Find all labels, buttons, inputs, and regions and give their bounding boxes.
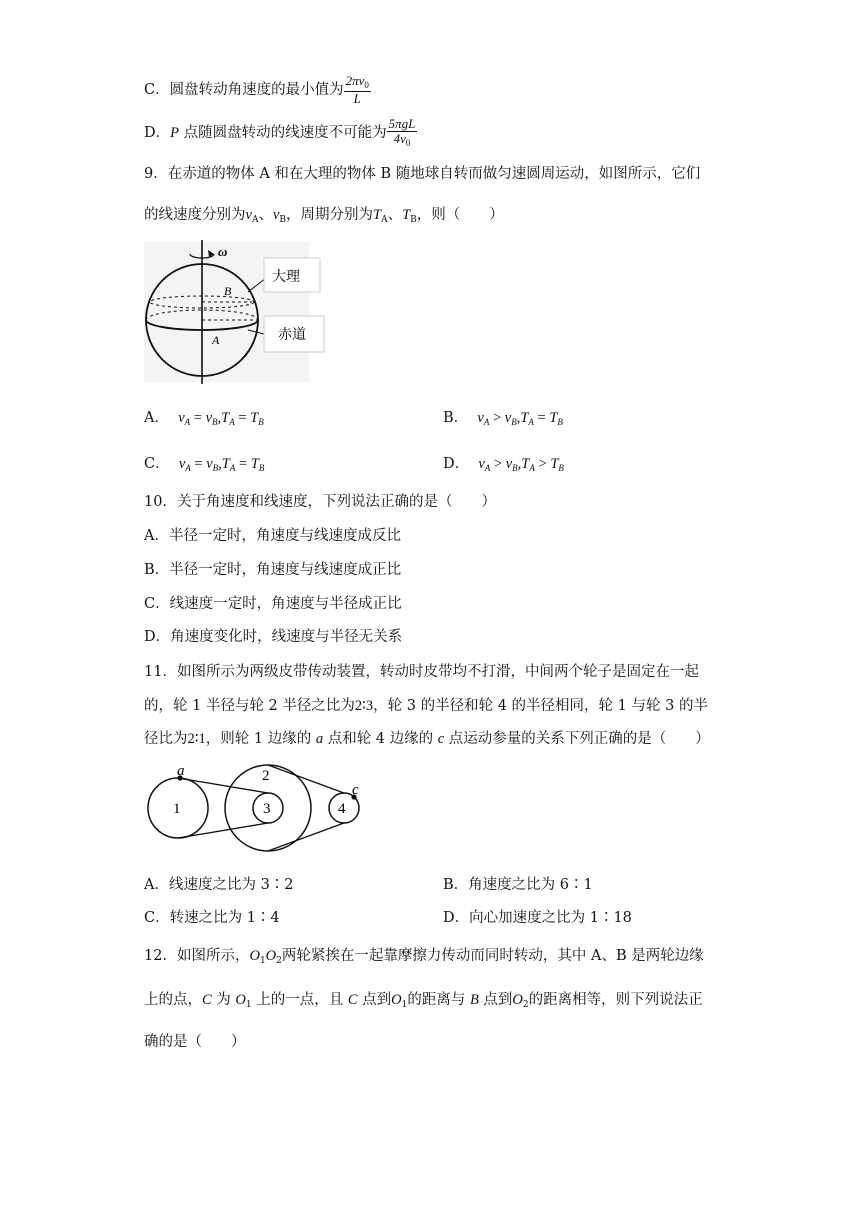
q10-option-a: A．半径一定时，角速度与线速度成反比 — [144, 528, 401, 544]
label-c: c — [352, 782, 359, 798]
label-wheel-1: 1 — [173, 801, 181, 817]
q9-option-d: D． $v_A > v_B,T_A > T_B$ — [443, 456, 564, 473]
q9-option-b: B． $v_A > v_B,T_A = T_B$ — [443, 410, 563, 427]
q12-stem-line3: 确的是（ ） — [144, 1034, 246, 1050]
q8-option-c: C．圆盘转动角速度的最小值为 $\frac{2\pi v_0}{L}$ — [144, 73, 369, 106]
q11-stem-line2: 的，轮 1 半径与轮 2 半径之比为2∶3，轮 3 的半径和轮 4 的半径相同，轮 1 与轮 3 的半 — [144, 698, 708, 714]
omega-label: ω — [218, 244, 228, 259]
label-wheel-4: 4 — [338, 801, 346, 817]
label-wheel-2: 2 — [262, 768, 270, 784]
q9-option-c: C． $v_A = v_B,T_A = T_B$ — [144, 456, 265, 473]
q9-option-a: A． $v_A = v_B,T_A = T_B$ — [144, 410, 264, 427]
label-a: A — [212, 333, 220, 347]
q9-stem-line2: 的线速度分别为$v_A$、$v_B$，周期分别为$T_A$、$T_B$，则（ ） — [144, 207, 504, 225]
callout-chidao: 赤道 — [278, 327, 306, 343]
q11-option-c: C．转速之比为 1∶4 — [144, 910, 280, 926]
belt-1-bottom — [178, 823, 268, 838]
q11-stem-line3: 径比为2∶1，则轮 1 边缘的 a 点和轮 4 边缘的 c 点运动参量的关系下列正确的是（ ） — [144, 731, 710, 747]
q11-stem-line1: 11．如图所示为两级皮带传动装置，转动时皮带均不打滑，中间两个轮子是固定在一起 — [144, 664, 699, 680]
belt-1-top — [178, 778, 268, 793]
q11-option-d: D．向心加速度之比为 1∶18 — [443, 910, 632, 926]
q10-option-c: C．线速度一定时，角速度与半径成正比 — [144, 596, 402, 612]
fraction: $\frac{\text{5πgL}}{4v_0}$ — [388, 116, 416, 149]
fraction: $\frac{2\pi v_0}{L}$ — [345, 73, 369, 106]
q12-stem-line2: 上的点，C 为 $O_1$ 上的一点，且 C 点到$O_1$的距离与 B 点到$O_2$的距离相等，则下列说法正 — [144, 992, 703, 1010]
earth-rotation-figure — [140, 240, 330, 386]
q12-stem-line1: 12．如图所示，$O_1O_2$两轮紧挨在一起靠摩擦力传动而同时转动，其中 A、B 是两轮边缘 — [144, 948, 704, 966]
label-wheel-3: 3 — [263, 801, 271, 817]
q11-option-b: B．角速度之比为 6∶1 — [443, 877, 593, 893]
callout-dali: 大理 — [272, 269, 300, 285]
q10-option-b: B．半径一定时，角速度与线速度成正比 — [144, 562, 402, 578]
q10-stem: 10．关于角速度和线速度，下列说法正确的是（ ） — [144, 494, 496, 510]
q11-option-a: A．线速度之比为 3∶2 — [144, 877, 294, 893]
label-b: B — [224, 284, 232, 298]
q9-stem-line1: 9．在赤道的物体 A 和在大理的物体 B 随地球自转而做匀速圆周运动，如图所示，它们 — [144, 166, 701, 182]
q8-option-d: D．P 点随圆盘转动的线速度不可能为 $\frac{\text{5πgL}}{4v_0}$ — [144, 116, 416, 149]
q10-option-d: D．角速度变化时，线速度与半径无关系 — [144, 629, 403, 645]
belt-drive-figure — [140, 762, 370, 872]
label-a: a — [177, 763, 185, 779]
